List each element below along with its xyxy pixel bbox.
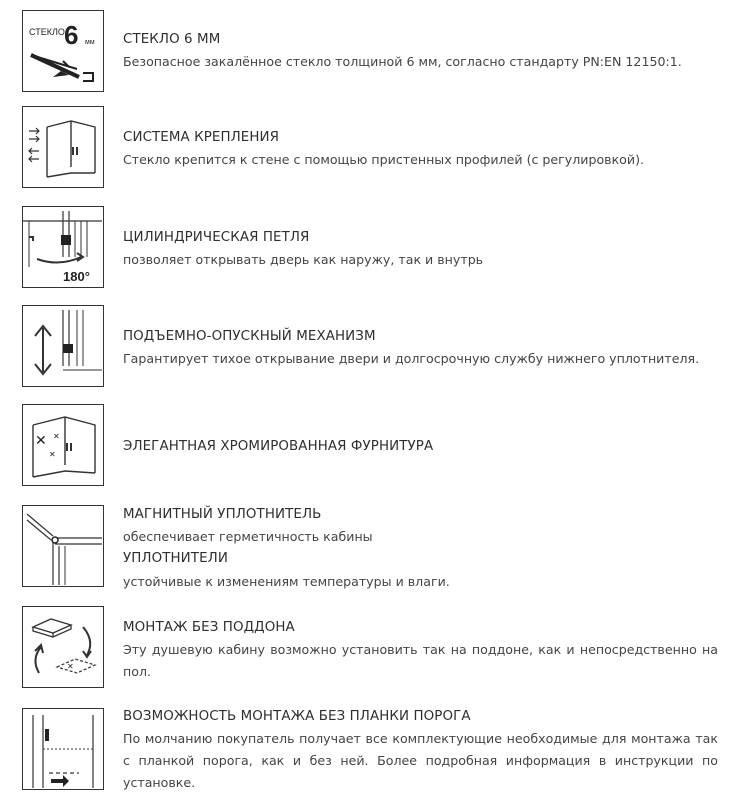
feature-title: ЭЛЕГАНТНАЯ ХРОМИРОВАННАЯ ФУРНИТУРА [123, 439, 434, 454]
svg-text:✕: ✕ [49, 450, 56, 459]
feature-title: СТЕКЛО 6 ММ [123, 32, 221, 47]
glass-thickness-icon [22, 10, 104, 92]
feature-title: ПОДЪЕМНО-ОПУСКНЫЙ МЕХАНИЗМ [123, 329, 376, 344]
wall-mount-icon [22, 106, 104, 188]
feature-text [123, 436, 718, 458]
feature-text [123, 227, 718, 271]
feature-description: обеспечивает герметичность кабины [123, 529, 373, 544]
feature-description-secondary: устойчивые к изменениям температуры и влаги. [123, 574, 450, 589]
svg-text:✕: ✕ [35, 432, 47, 448]
feature-text [123, 127, 718, 171]
svg-text:✕: ✕ [53, 432, 60, 441]
feature-description: позволяет открывать дверь как наружу, так и внутрь [123, 252, 484, 267]
no-threshold-icon [22, 708, 104, 790]
feature-text [123, 706, 718, 794]
icon-number-text: 6 [64, 20, 79, 50]
feature-text [123, 326, 718, 370]
feature-text [123, 617, 718, 683]
feature-description: Стекло крепится к стене с помощью пристенных профилей (с регулировкой). [123, 152, 644, 167]
chrome-fittings-icon [22, 404, 104, 486]
svg-text:✕: ✕ [67, 662, 74, 671]
feature-text [123, 29, 718, 73]
icon-unit-text: мм [85, 39, 95, 46]
icon-angle-text: 180° [63, 269, 90, 284]
hinge-icon [22, 206, 104, 288]
feature-description: По молчанию покупатель получает все комплектующие необходимые для монтажа так с планкой порога, как и без ней. Более подробная информация в инструкции по установке. [123, 731, 718, 790]
feature-title: СИСТЕМА КРЕПЛЕНИЯ [123, 130, 280, 145]
feature-description: Безопасное закалённое стекло толщиной 6 мм, согласно стандарту PN:EN 12150:1. [123, 54, 682, 69]
icon-label-text: СТЕКЛО [29, 27, 65, 37]
feature-title: ЦИЛИНДРИЧЕСКАЯ ПЕТЛЯ [123, 230, 310, 245]
feature-text [123, 504, 718, 593]
lift-mechanism-icon [22, 305, 104, 387]
feature-description: Эту душевую кабину возможно установить так на поддоне, как и непосредственно на пол. [123, 642, 718, 679]
feature-title: МОНТАЖ БЕЗ ПОДДОНА [123, 620, 295, 635]
feature-description: Гарантирует тихое открывание двери и долгосрочную службу нижнего уплотнителя. [123, 351, 700, 366]
feature-title: ВОЗМОЖНОСТЬ МОНТАЖА БЕЗ ПЛАНКИ ПОРОГА [123, 709, 471, 724]
feature-title-secondary: УПЛОТНИТЕЛИ [123, 551, 228, 566]
magnetic-seal-icon [22, 505, 104, 587]
no-tray-install-icon [22, 606, 104, 688]
feature-title: МАГНИТНЫЙ УПЛОТНИТЕЛЬ [123, 507, 322, 522]
